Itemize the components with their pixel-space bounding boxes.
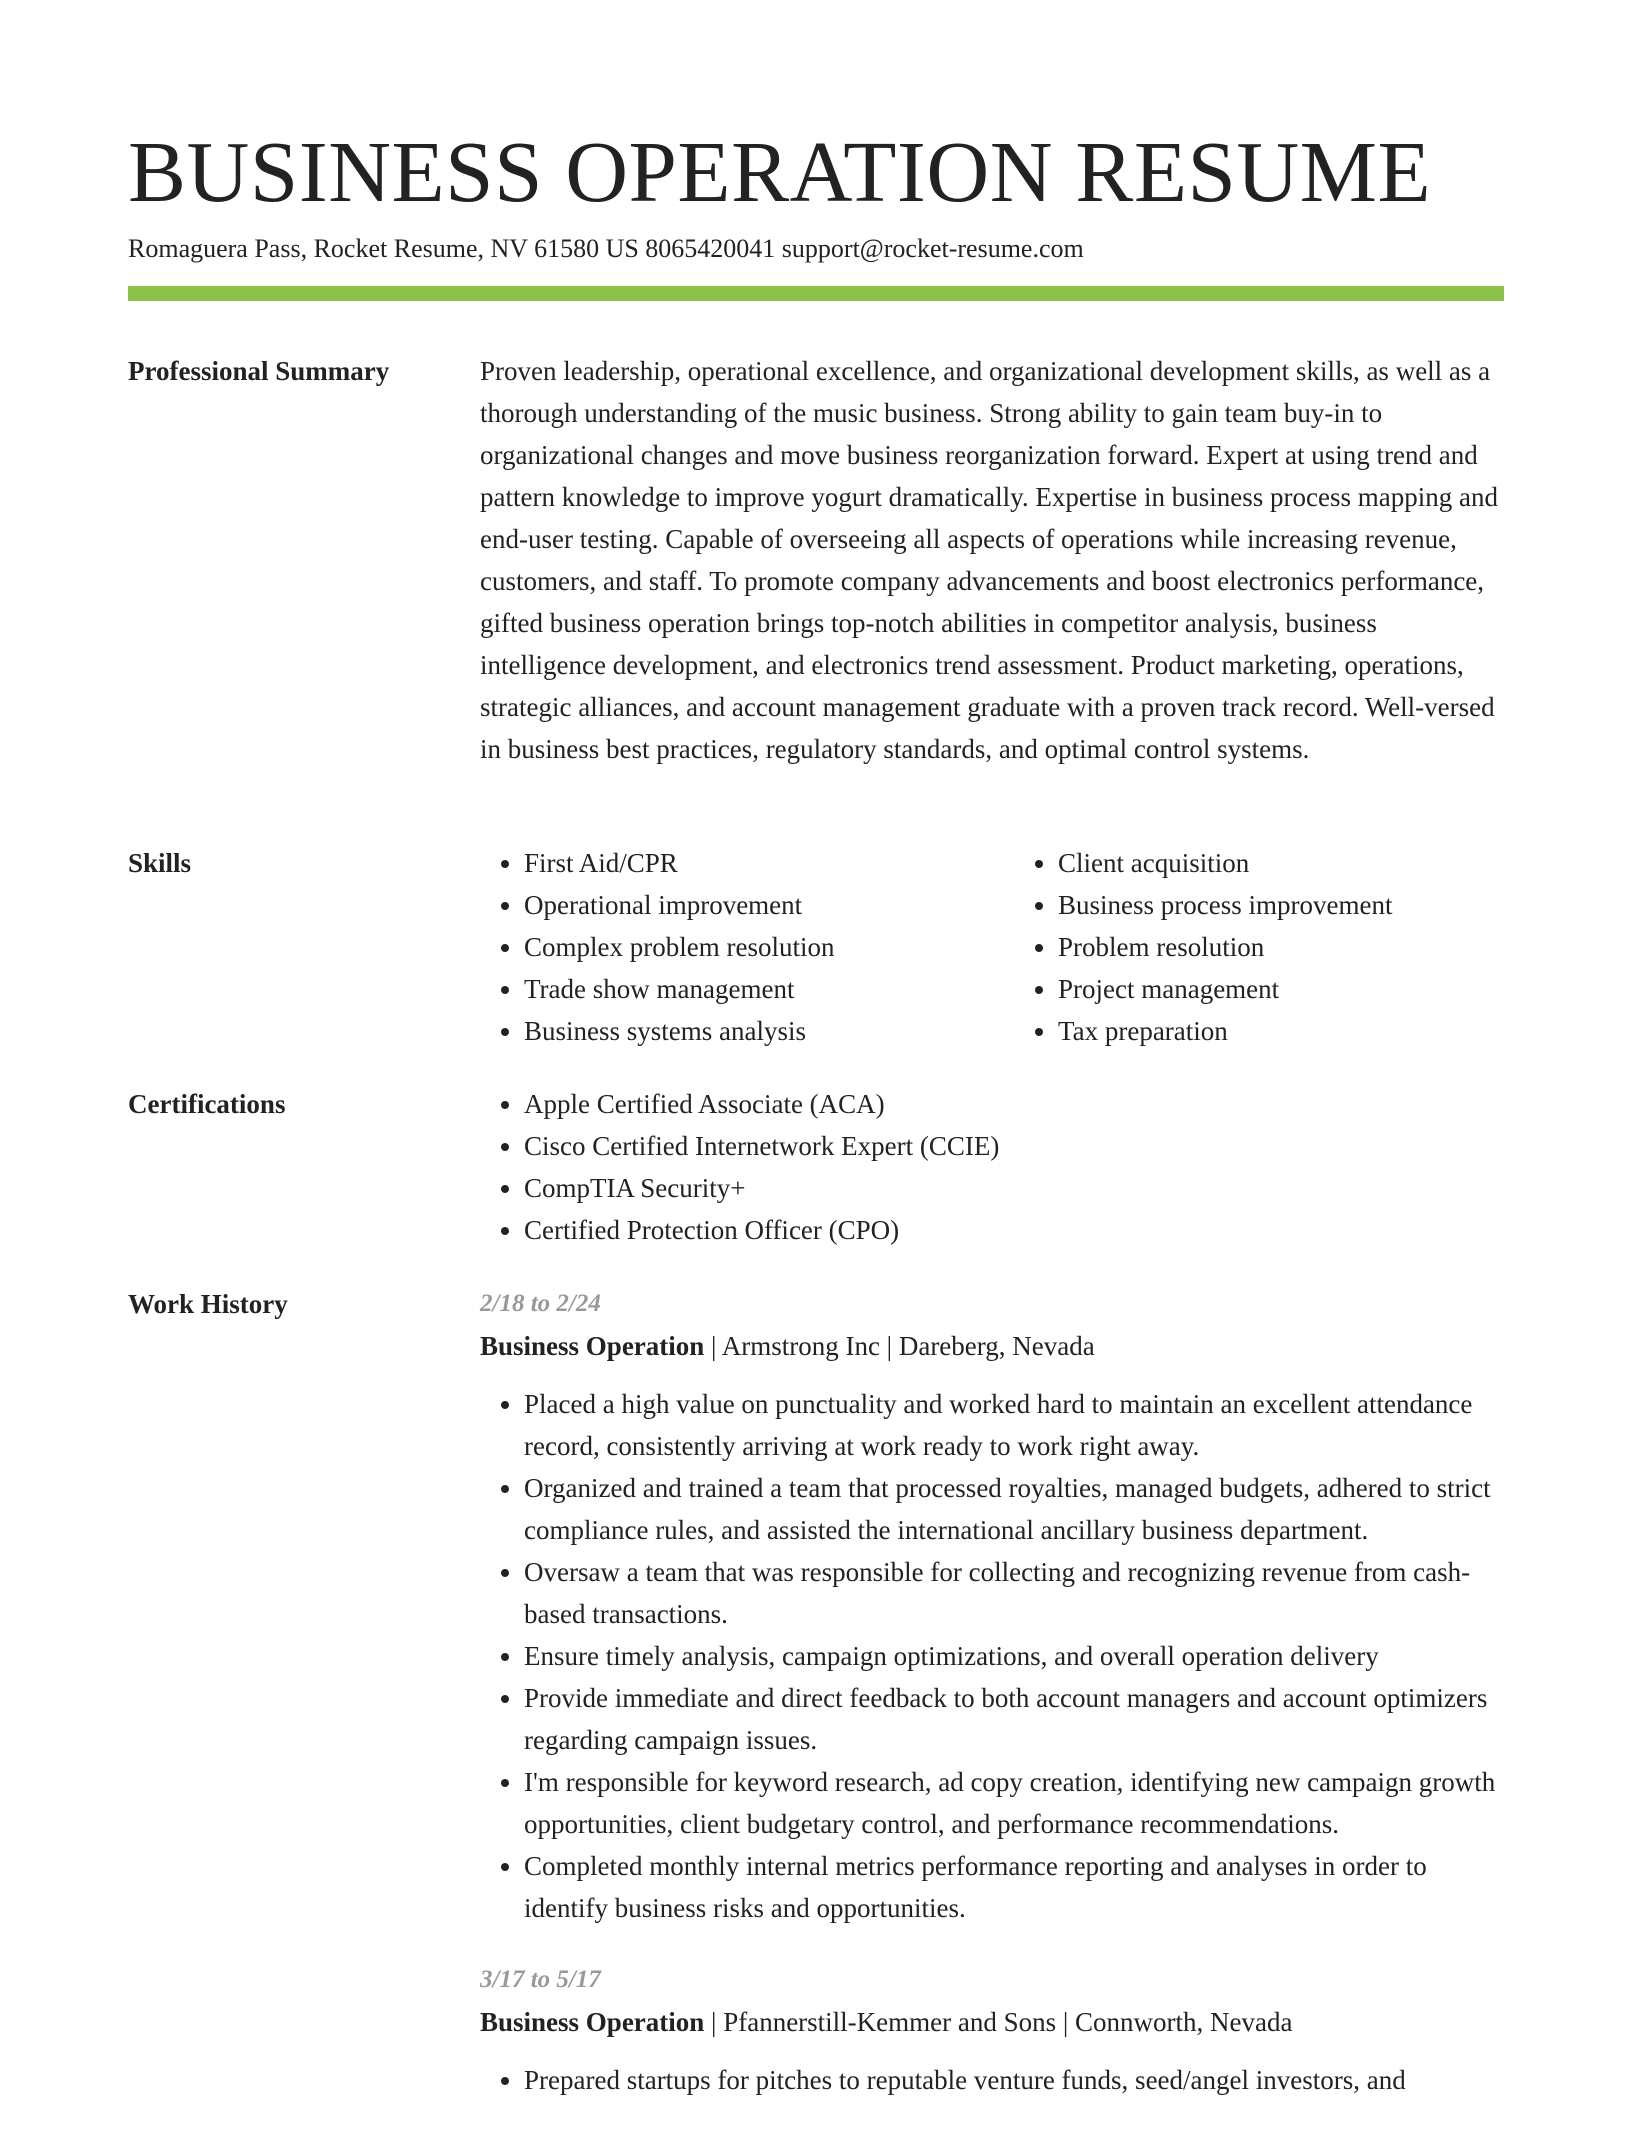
skill-item: • Problem resolution: [1058, 926, 1504, 968]
job-heading: [480, 1325, 1504, 1367]
section-heading-skills: Skills: [128, 848, 192, 878]
work-history-list: [480, 1283, 1504, 2131]
skill-item: • Operational improvement: [524, 884, 970, 926]
skills-list-right: [1014, 842, 1504, 1052]
job-title: Business Operation: [480, 1331, 705, 1361]
skill-item: • Tax preparation: [1058, 1010, 1504, 1052]
skill-item: • Project management: [1058, 968, 1504, 1010]
summary-text: Proven leadership, operational excellence, and organizational development skills, as well as a thorough understanding of the music business. Strong ability to gain team buy-in to organizational changes and move business reorganization forward. Expert at using trend and pattern knowledge to improve yogurt dramatically. Expertise in business process mapping and end-user testing. Capable of overseeing all aspects of operations while increasing revenue, customers, and staff. To promote company advancements and boost electronics performance, gifted business operation brings top-notch abilities in competitor analysis, business intelligence development, and electronics trend assessment. Product marketing, operations, strategic alliances, and account management graduate with a proven track record. Well-versed in business best practices, regulatory standards, and optimal control systems.: [480, 356, 1498, 764]
job-bullets: [480, 1383, 1504, 1929]
job-heading: [480, 2001, 1504, 2043]
certification-item: • Certified Protection Officer (CPO): [524, 1209, 1504, 1251]
accent-divider: [128, 286, 1504, 301]
skills-list-left: [480, 842, 970, 1052]
resume-title: BUSINESS OPERATION RESUME: [128, 123, 1432, 220]
job-bullets: [480, 2059, 1504, 2101]
job-bullet: • Oversaw a team that was responsible for collecting and recognizing revenue from cash-based transactions.: [524, 1551, 1504, 1635]
section-heading-certifications: Certifications: [128, 1089, 286, 1119]
skill-item: • Client acquisition: [1058, 842, 1504, 884]
job-bullet: • I'm responsible for keyword research, ad copy creation, identifying new campaign growth opportunities, client budgetary control, and performance recommendations.: [524, 1761, 1504, 1845]
certification-item: • Apple Certified Associate (ACA): [524, 1083, 1504, 1125]
job-bullet: • Organized and trained a team that processed royalties, managed budgets, adhered to strict compliance rules, and assisted the international ancillary business department.: [524, 1467, 1504, 1551]
skill-item: • Business process improvement: [1058, 884, 1504, 926]
section-heading-summary: Professional Summary: [128, 356, 390, 386]
job-bullet: • Ensure timely analysis, campaign optimizations, and overall operation delivery: [524, 1635, 1504, 1677]
job-company-location: | Pfannerstill-Kemmer and Sons | Connworth, Nevada: [704, 2007, 1293, 2037]
job-company-location: | Armstrong Inc | Dareberg, Nevada: [704, 1331, 1095, 1361]
certifications-list: [480, 1083, 1504, 1251]
job-entry: [480, 1959, 1504, 2101]
skill-item: • Business systems analysis: [524, 1010, 970, 1052]
job-bullet: • Prepared startups for pitches to reputable venture funds, seed/angel investors, and: [524, 2059, 1504, 2101]
job-bullet: • Provide immediate and direct feedback to both account managers and account optimizers regarding campaign issues.: [524, 1677, 1504, 1761]
contact-line: Romaguera Pass, Rocket Resume, NV 61580 US 8065420041 support@rocket-resume.com: [128, 234, 1084, 263]
skill-item: • Complex problem resolution: [524, 926, 970, 968]
job-title: Business Operation: [480, 2007, 705, 2037]
section-heading-work-history: Work History: [128, 1289, 288, 1319]
job-bullet: • Placed a high value on punctuality and worked hard to maintain an excellent attendance record, consistently arriving at work ready to work right away.: [524, 1383, 1504, 1467]
skill-item: • First Aid/CPR: [524, 842, 970, 884]
job-dates: 3/17 to 5/17: [480, 1966, 601, 1993]
job-dates: 2/18 to 2/24: [480, 1290, 601, 1317]
skill-item: • Trade show management: [524, 968, 970, 1010]
certification-item: • CompTIA Security+: [524, 1167, 1504, 1209]
job-bullet: • Completed monthly internal metrics performance reporting and analyses in order to identify business risks and opportunities.: [524, 1845, 1504, 1929]
job-entry: [480, 1283, 1504, 1929]
certification-item: • Cisco Certified Internetwork Expert (CCIE): [524, 1125, 1504, 1167]
